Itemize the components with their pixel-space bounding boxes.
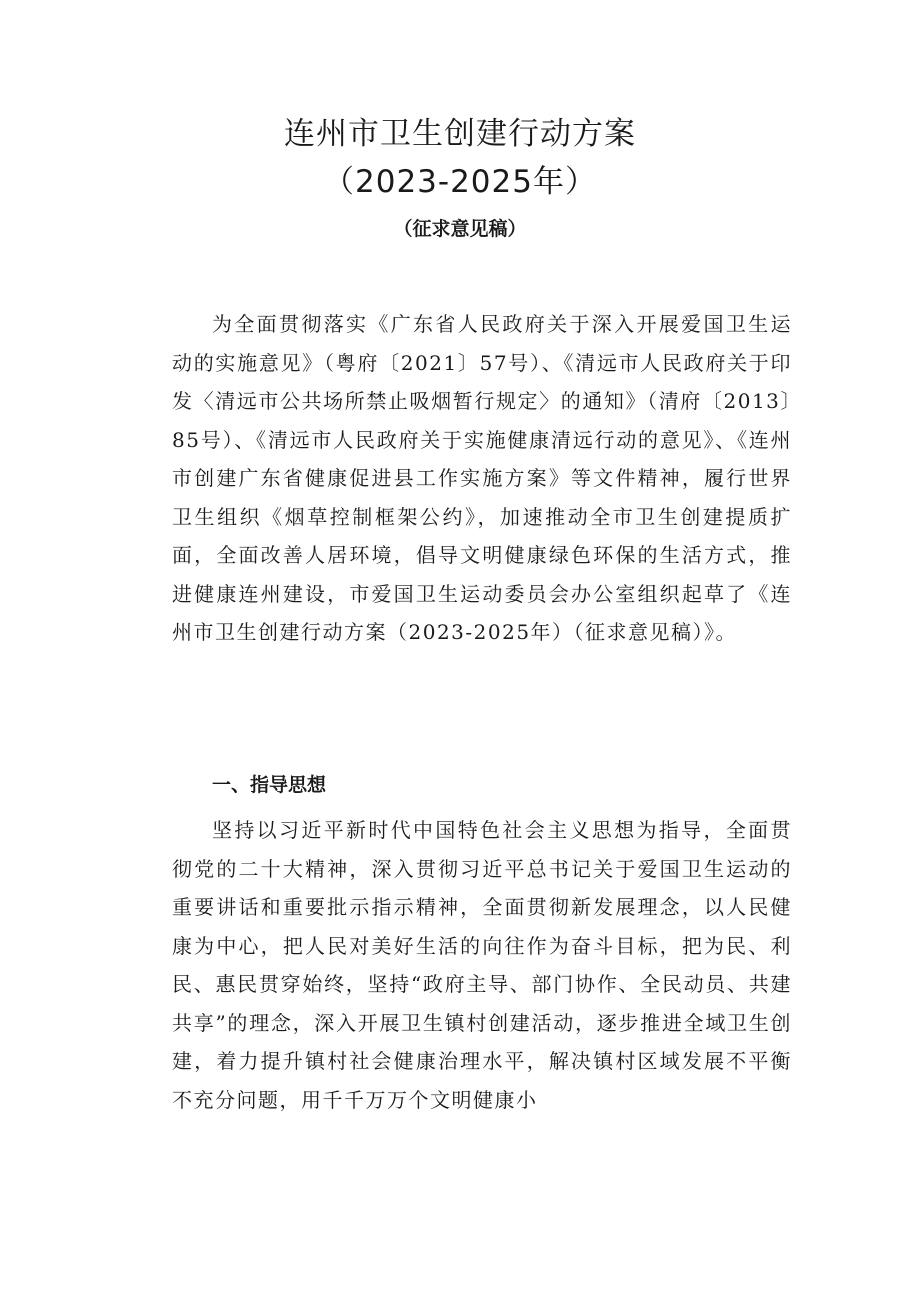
document-title: 连州市卫生创建行动方案: [284, 116, 636, 152]
document-subtitle: （征求意见稿）: [393, 218, 527, 240]
document-title-years: （2023-2025年）: [323, 164, 597, 200]
guiding-ideology-paragraph: 坚持以习近平新时代中国特色社会主义思想为指导，全面贯彻党的二十大精神，深入贯彻习近平总书记关于爱国卫生运动的重要讲话和重要批示指示精神，全面贯彻新发展理念，以人民健康为中心，把人民对美好生活的向往作为奋斗目标，把为民、利民、惠民贯穿始终，坚持“政府主导、部门协作、全民动员、共建共享”的理念，深入开展卫生镇村创建活动，逐步推进全域卫生创建，着力提升镇村社会健康治理水平，解决镇村区域发展不平衡不充分问题，用千千万万个文明健康小: [172, 818, 792, 1112]
intro-paragraph: 为全面贯彻落实《广东省人民政府关于深入开展爱国卫生运动的实施意见》（粤府〔2021〕57号）、《清远市人民政府关于印发〈清远市公共场所禁止吸烟暂行规定〉的通知》（清府〔2013〕85号）、《清远市人民政府关于实施健康清远行动的意见》、《连州市创建广东省健康促进县工作实施方案》等文件精神，履行世界卫生组织《烟草控制框架公约》，加速推动全市卫生创建提质扩面，全面改善人居环境，倡导文明健康绿色环保的生活方式，推进健康连州建设，市爱国卫生运动委员会办公室组织起草了《连州市卫生创建行动方案（2023-2025年）（征求意见稿）》。: [172, 312, 792, 644]
section-heading-guiding-ideology: 一、指导思想: [212, 774, 327, 796]
